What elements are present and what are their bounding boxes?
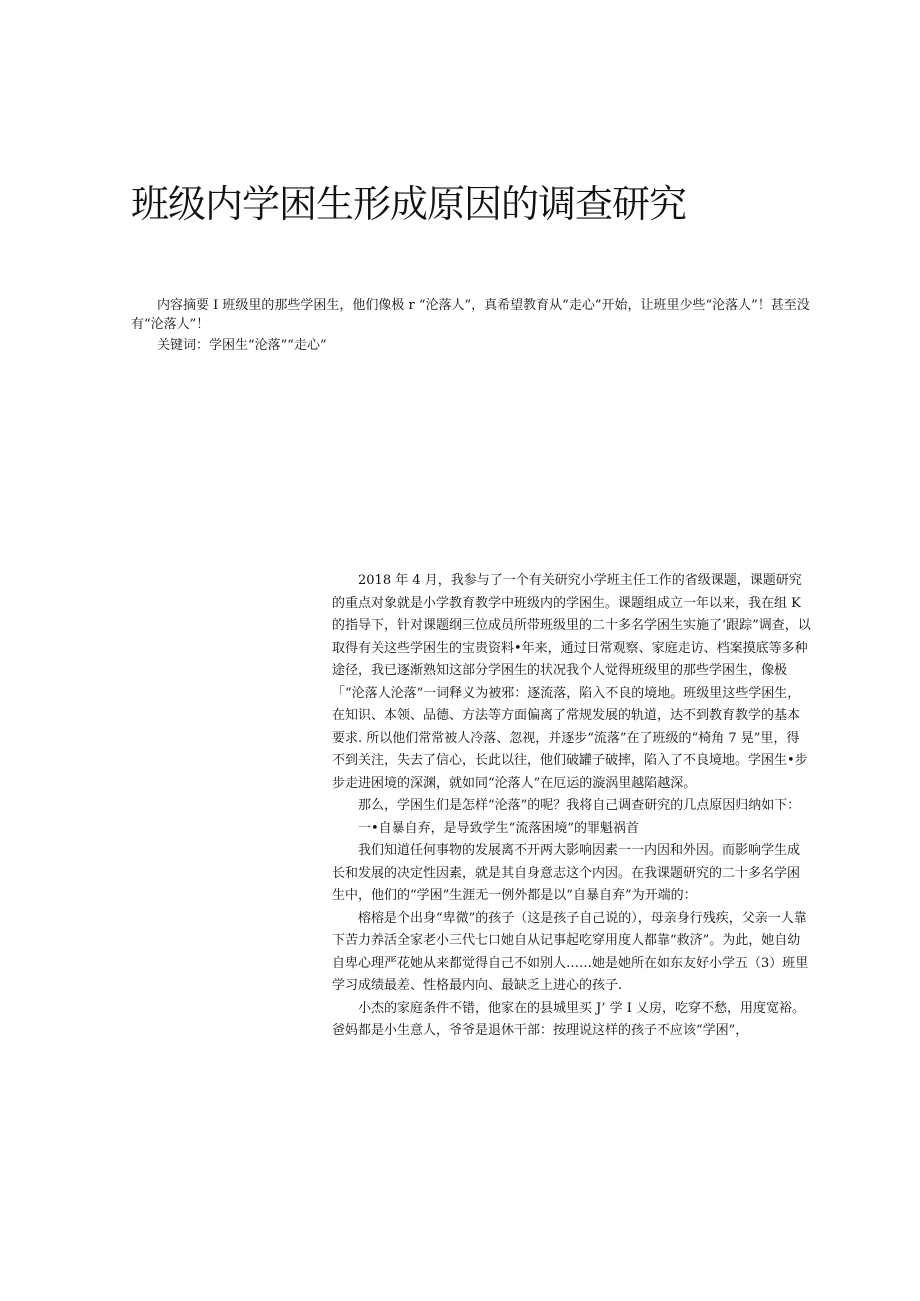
section-heading: 一•自暴自弃，是导致学生“流落困境”的罪魁祸首 — [358, 820, 639, 836]
page-title: 班级内学困生形成原因的调查研究 — [131, 182, 687, 226]
paragraph-case-rongrong: 榕榕是个出身“卑微”的孩子（这是孩子自己说的），母亲身行残疾，父亲一人靠下苦力养活全家老小三代七口她自从记事起吃穿用度人都靠“救济”。为此，她自幼自卑心理严花她从来都觉得自己不如别人……她是她所在如东友好小学五（3）班里学习成绩最差、性格最内向、最缺乏上进心的孩子. — [332, 910, 809, 993]
abstract-text: 内容摘要 I 班级里的那些学困生，他们像极 r “沦落人”，真希望教育从“走心”开始，让班里少些“沦落人”！甚至没有“沦落人”！ — [131, 298, 810, 332]
abstract-section — [131, 296, 821, 355]
keywords-text: 关键词：学困生“沦落”“走心” — [157, 338, 327, 353]
paragraph-case-xiaojie: 小杰的家庭条件不错，他家在的县城里买 J’ 学 I 乂房，吃穿不愁，用度宽裕。爸妈都是小生意人，爷爷是退休干部：按理说这样的孩子不应该“学困”， — [332, 1000, 806, 1038]
body-text — [332, 570, 812, 1043]
paragraph-question: 那么，学困生们是怎样“沦落”的呢？我将自己调查研究的几点原因归纳如下： — [358, 798, 801, 813]
paragraph-causes: 我们知道任何事物的发展离不开两大影响因素一一内因和外因。而影响学生成长和发展的决定性因素，就是其自身意志这个内因。在我课题研究的二十多名学困生中，他们的“学困”生涯无一例外都是以“自暴自弃”为开端的： — [332, 843, 801, 903]
paragraph-intro: 2018 年 4 月，我参与了一个有关研究小学班主任工作的省级课题，课题研究的重点对象就是小学教育教学中班级内的学困生。课题组成立一年以来，我在组 K 的指导下，针对课题纲三位成员所带班级里的二十多名学困生实施了‘跟踪”调查，以取得有关这些学困生的宝贵资料•年来，通过日常观察、家庭走访、档案摸底等多种途径，我已逐渐熟知这部分学困生的状况我个人觉得班级里的那些学困生，像极「“沦落人沦落”一词释义为被邪：逐流落，陷入不良的境地。班级里这些学困生，在知识、本领、品德、方法等方面偏离了常规发展的轨道，达不到教育教学的基本要求. 所以他们常常被人冷落、忽视，并逐步“流落”在了班级的“椅角 7 晃”里，得不到关注，失去了信心，长此以往，他们破罐子破摔，陷入了不良境地。学困生•步步走进困境的深渊，就如同“沦落人”在厄运的漩涡里越陷越深。 — [332, 573, 811, 791]
